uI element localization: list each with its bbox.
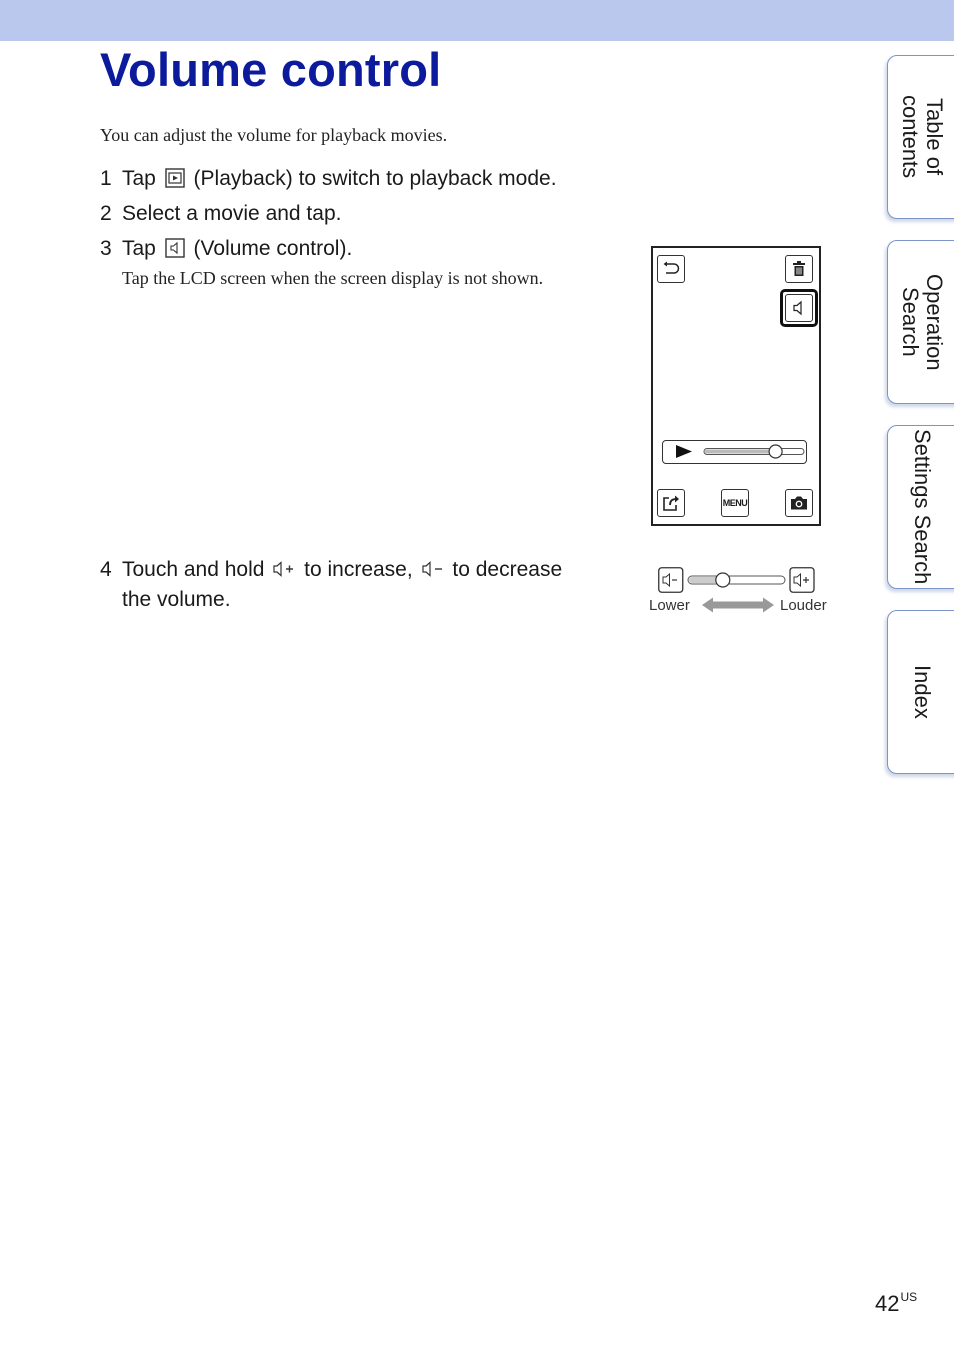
volume-icon (165, 238, 185, 264)
seek-thumb (769, 445, 782, 458)
tab-label: Table of contents (898, 95, 947, 179)
step-text: Select a movie and tap. (122, 202, 342, 225)
tab-table-of-contents[interactable] (887, 55, 954, 219)
step-text: Tap (122, 167, 156, 190)
volume-icon[interactable] (785, 294, 813, 322)
intro-text: You can adjust the volume for playback movies. (100, 125, 448, 145)
tab-index[interactable] (887, 610, 954, 774)
tab-settings-search[interactable] (887, 425, 954, 589)
double-arrow-icon (701, 596, 775, 614)
step-text: (Playback) to switch to playback mode. (193, 167, 557, 190)
volume-down-icon (659, 568, 683, 593)
page-title: Volume control (100, 43, 442, 96)
step-text: Touch and hold (122, 558, 265, 581)
step-text: to decrease (452, 558, 563, 581)
page-number-suffix: US (900, 1290, 918, 1304)
playback-seek-bar[interactable] (662, 440, 807, 464)
step-number: 4 (100, 558, 112, 581)
step-4-continuation: the volume. (122, 588, 231, 611)
play-icon (676, 445, 692, 458)
camera-icon[interactable] (785, 489, 813, 517)
volume-control-bar (658, 567, 815, 593)
tab-label: Settings Search (910, 429, 935, 585)
volume-down-icon (421, 559, 445, 585)
step-4 (100, 558, 562, 585)
step-number: 2 (100, 202, 112, 225)
step-text: Tap (122, 237, 156, 260)
step-1 (100, 167, 557, 194)
playback-screen-illustration (651, 246, 821, 526)
return-icon[interactable] (657, 255, 685, 283)
tab-label: Index (910, 665, 935, 719)
menu-button[interactable] (721, 489, 749, 517)
share-icon[interactable] (657, 489, 685, 517)
menu-label: MENU (722, 498, 748, 508)
trash-icon[interactable] (785, 255, 813, 283)
step-2 (100, 202, 341, 226)
step-3 (100, 237, 352, 264)
step-text: (Volume control). (193, 237, 353, 260)
header-bar (0, 0, 954, 41)
playback-icon (165, 168, 185, 194)
tab-operation-search[interactable] (887, 240, 954, 404)
lower-label: Lower (649, 597, 690, 614)
step-text: to increase, (304, 558, 413, 581)
page-number-value: 42 (875, 1291, 900, 1316)
louder-label: Louder (780, 597, 827, 614)
volume-slider-thumb (716, 573, 730, 587)
step-number: 3 (100, 237, 112, 260)
step-number: 1 (100, 167, 112, 190)
page-number (875, 1290, 917, 1317)
volume-up-icon (272, 559, 296, 585)
tab-label: Operation Search (898, 273, 947, 371)
step-3-note: Tap the LCD screen when the screen display is not shown. (122, 268, 544, 288)
